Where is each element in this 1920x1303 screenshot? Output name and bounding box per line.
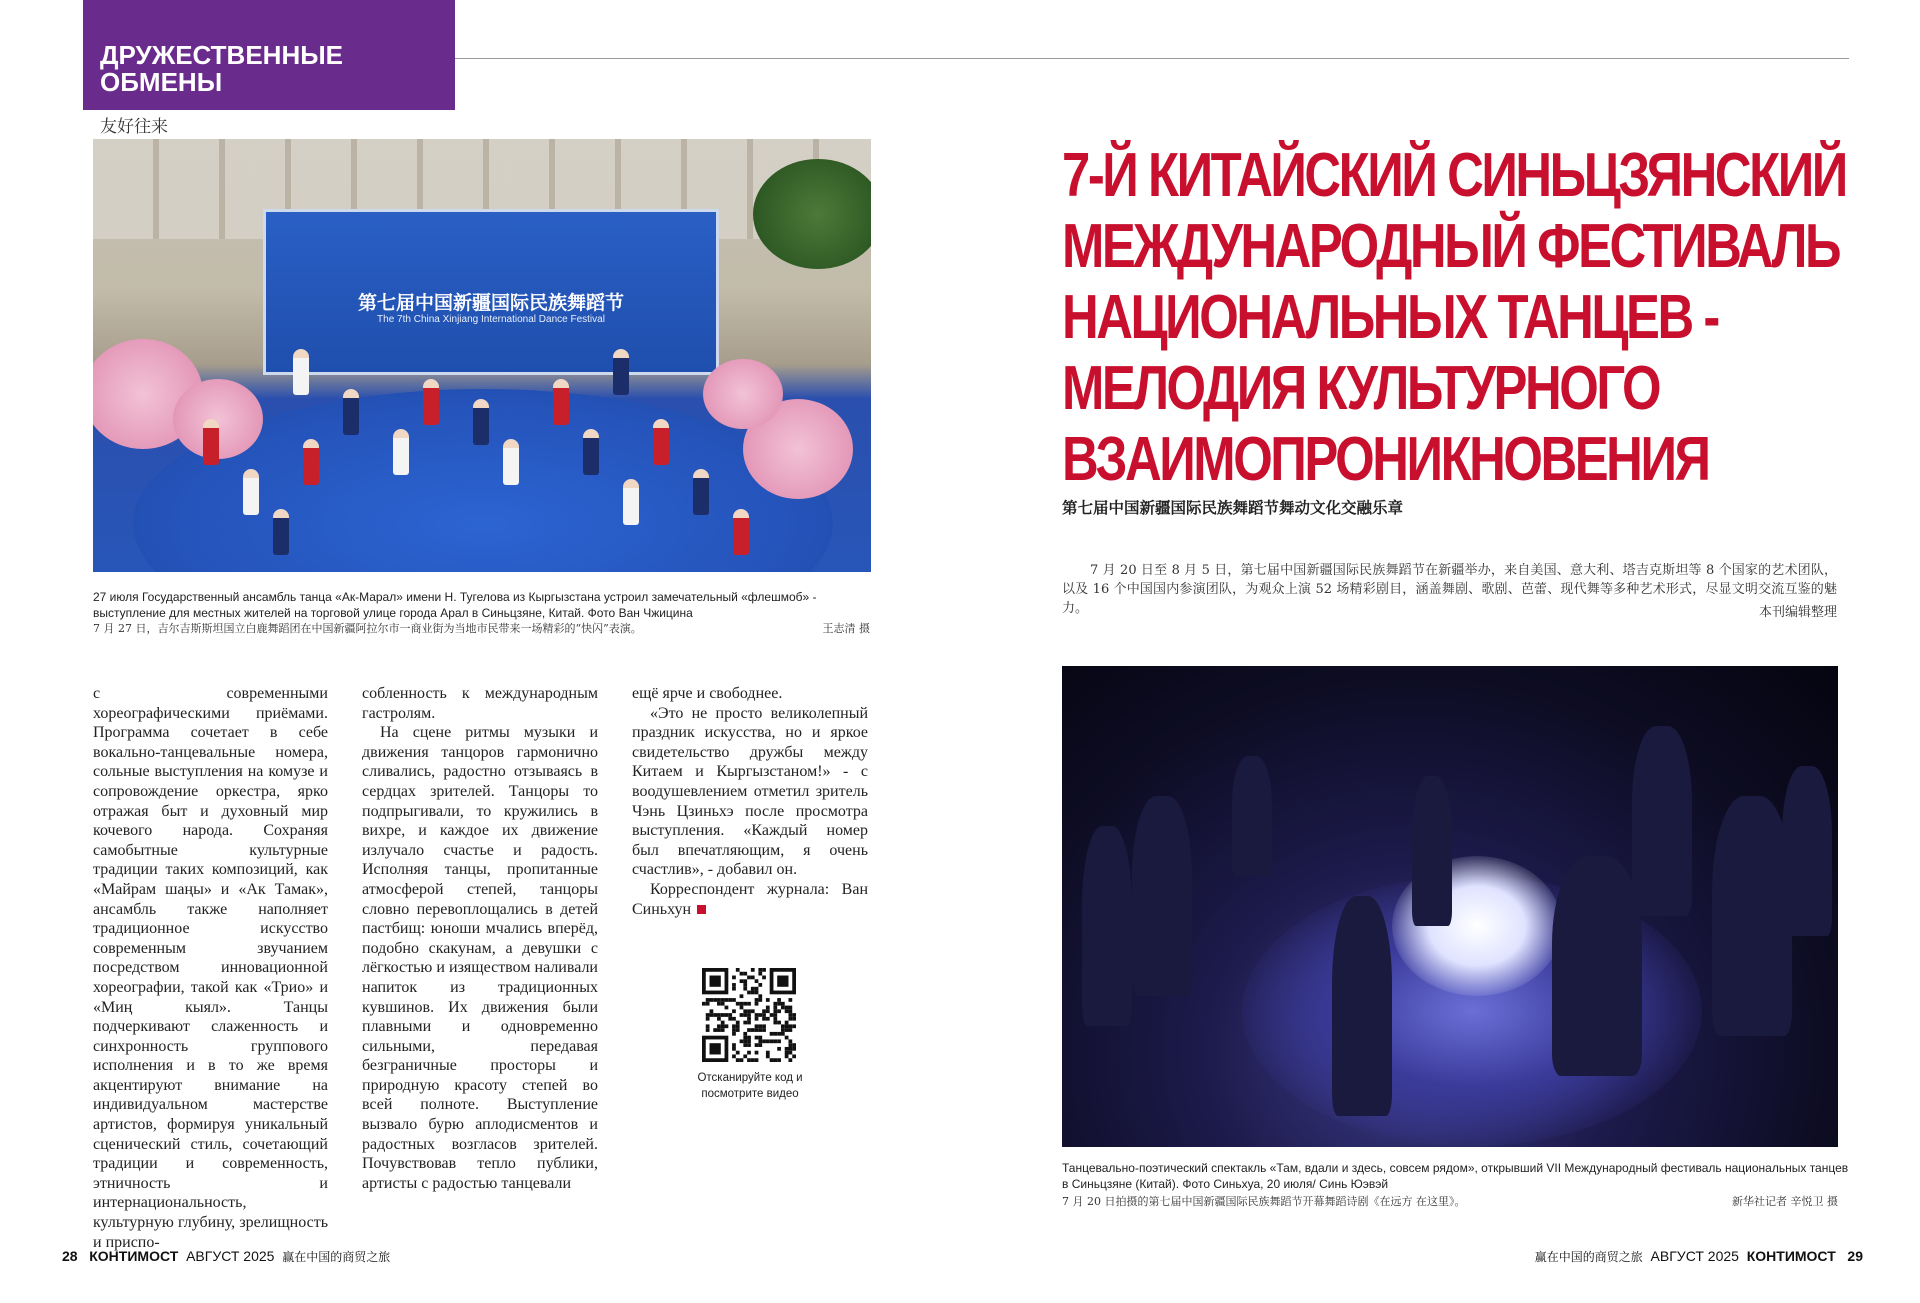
dancer <box>243 469 259 515</box>
banner-title-zh: 第七届中国新疆国际民族舞蹈节 <box>357 292 624 314</box>
issue-date: АВГУСТ 2025 <box>1650 1248 1739 1264</box>
male-dancer <box>1782 766 1832 936</box>
headline-line: 7-Й КИТАЙСКИЙ СИНЬЦЗЯНСКИЙ <box>1062 141 1846 210</box>
dancer <box>623 479 639 525</box>
qr-instruction: Отсканируйте код и посмотрите видео <box>697 1072 803 1100</box>
dancer <box>293 349 309 395</box>
flashmob-photo <box>93 139 871 572</box>
dancer <box>503 439 519 485</box>
dancer <box>693 469 709 515</box>
body-column-2 <box>362 684 598 1193</box>
section-title-line2: ОБМЕНЫ <box>100 67 223 97</box>
dancer <box>303 439 319 485</box>
male-dancer <box>1412 776 1452 926</box>
intro-credit-zh: 本刊编辑整理 <box>1758 605 1837 620</box>
headline-line: НАЦИОНАЛЬНЫХ ТАНЦЕВ - <box>1062 283 1718 352</box>
dancer <box>473 399 489 445</box>
male-dancer <box>1082 826 1132 1026</box>
section-subtitle-zh: 友好往来 <box>100 117 168 137</box>
body-paragraph: собленность к международным гастролям. <box>362 685 598 722</box>
body-column-3 <box>632 684 868 919</box>
dancer <box>393 429 409 475</box>
article-headline <box>1062 140 1846 495</box>
stage-performance-photo <box>1062 666 1838 1147</box>
headline-line: МЕЖДУНАРОДНЫЙ ФЕСТИВАЛЬ <box>1062 212 1840 281</box>
dancer <box>203 419 219 465</box>
dancer <box>273 509 289 555</box>
section-title-line1: ДРУЖЕСТВЕННЫЕ <box>100 40 344 70</box>
footer-right <box>1535 1248 1863 1265</box>
dancer <box>423 379 439 425</box>
male-dancer <box>1632 726 1692 916</box>
page-number: 29 <box>1847 1248 1863 1264</box>
end-mark-icon <box>697 905 706 914</box>
dancer <box>553 379 569 425</box>
magazine-name: КОНТИМОСТ <box>1746 1248 1836 1264</box>
headline-line: ВЗАИМОПРОНИКНОВЕНИЯ <box>1062 425 1709 494</box>
body-paragraph: На сцене ритмы музыки и движения танцоров гармонично сливались, радостно отзываясь в сердцах зрителей. Танцоры то подпрыгивали, то кружились в вихре, и каждое их движение излучало счастье и радость. Исполняя танцы, пропитанные атмосферой степей, танцоры словно перевоплощались в детей пастбищ: юноши мчались вперёд, подобно скакунам, а девушки с лёгкостью и изяществом наливали напиток из традиционных кувшинов. Их движения были плавными и одновременно сильными, передавая безграничные просторы и природную красоту степей во всей полноте. Выступление вызвало бурю аплодисментов и радостных возгласов зрителей. Почувствовав тепло публики, артисты с радостью танцевали <box>362 724 598 1192</box>
dancer <box>653 419 669 465</box>
male-dancer <box>1552 856 1642 1076</box>
photo2-caption-ru: Танцевально-поэтический спектакль «Там, вдали и здесь, совсем рядом», открывший VII Международный фестиваль национальных танцев в Синьцзяне (Китай). Фото Синьхуа, 20 июля/ Синь Юэвэй <box>1062 1161 1849 1191</box>
male-dancer <box>1712 796 1792 1036</box>
page-number: 28 <box>62 1248 78 1264</box>
dancer <box>583 429 599 475</box>
male-dancer <box>1232 756 1272 876</box>
banner-title-en: The 7th China Xinjiang International Dance Festival <box>377 314 605 325</box>
photo1-caption-ru: 27 июля Государственный ансамбль танца «Ак-Марал» имени Н. Тугелова из Кыргызстана устроил замечательный «флешмоб» - выступление для местных жителей на торговой улице города Арал в Синьцзяне, Китай. Фото Ван Чжицина <box>93 590 817 620</box>
festival-banner <box>263 209 719 375</box>
dancer <box>343 389 359 435</box>
photo2-caption-zh: 7 月 20 日拍摄的第七届中国新疆国际民族舞蹈节开幕舞蹈诗剧《在远方 在这里》。 <box>1062 1195 1466 1208</box>
photo2-credit-zh: 新华社记者 辛悦卫 摄 <box>1732 1195 1838 1208</box>
slogan-zh: 赢在中国的商贸之旅 <box>1534 1250 1643 1264</box>
slogan-zh: 赢在中国的商贸之旅 <box>282 1250 391 1264</box>
header-rule <box>455 58 1849 59</box>
blossom-tree <box>703 359 783 429</box>
author-line <box>632 880 868 919</box>
body-paragraph: «Это не просто великолепный праздник искусства, но и яркое свидетельство дружбы между Китаем и Кыргызстаном!» - с воодушевлением отметил зритель Чэнь Цзиньхэ после просмотра выступления. «Каждый номер был впечатляющим, я очень счастлив», - добавил он. <box>632 704 868 879</box>
body-column-1 <box>93 684 328 1252</box>
photo1-credit-zh: 王志清 摄 <box>822 622 870 635</box>
photo1-caption-zh: 7 月 27 日，吉尔吉斯斯坦国立白鹿舞蹈团在中国新疆阿拉尔市一商业街为当地市民带来一场精彩的“快闪”表演。 <box>93 622 642 635</box>
section-title <box>100 42 440 96</box>
qr-code-icon[interactable] <box>702 968 796 1062</box>
palm-tree <box>753 159 871 269</box>
dancer <box>733 509 749 555</box>
male-dancer <box>1332 896 1392 1116</box>
magazine-name: КОНТИМОСТ <box>89 1248 179 1264</box>
issue-date: АВГУСТ 2025 <box>186 1248 275 1264</box>
author-text: Корреспондент журнала: Ван Синьхун <box>632 880 868 918</box>
headline-line: МЕЛОДИЯ КУЛЬТУРНОГО <box>1062 354 1660 423</box>
footer-left <box>62 1248 390 1265</box>
body-paragraph: ещё ярче и свободнее. <box>632 685 783 702</box>
dancer <box>613 349 629 395</box>
intro-paragraph-zh: 7 月 20 日至 8 月 5 日，第七届中国新疆国际民族舞蹈节在新疆举办，来自美国、意大利、塔吉克斯坦等 8 个国家的艺术团队，以及 16 个中国国内参演团队，为观众上演 52 场精彩剧目，涵盖舞剧、歌剧、芭蕾、现代舞等多种艺术形式，尽显文明交流互鉴的魅力。 <box>1062 563 1837 616</box>
male-dancer <box>1132 796 1192 996</box>
headline-subtitle-zh: 第七届中国新疆国际民族舞蹈节舞动文化交融乐章 <box>1062 499 1404 517</box>
body-paragraph: с современными хореографическими приёмами. Программа сочетает в себе вокально-танцевальные номера, сольные выступления на комузе и сопровождение оркестра, ярко отражая быт и духовный мир кочевого народа. Сохраняя самобытные культурные традиции таких композиций, как «Майрам шаңы» и «Ак Тамак», ансамбль также наполняет традиционное искусство современным звучанием посредством инновационной хореографии, такой как «Трио» и «Миң кыял». Танцы подчеркивают слаженность и синхронность группового исполнения и в то же время акцентируют внимание на индивидуальном мастерстве артистов, формируя уникальный сценический стиль, сочетающий традиции и современность, этничность и интернациональность, культурную глубину, зрелищность и приспо- <box>93 685 328 1251</box>
